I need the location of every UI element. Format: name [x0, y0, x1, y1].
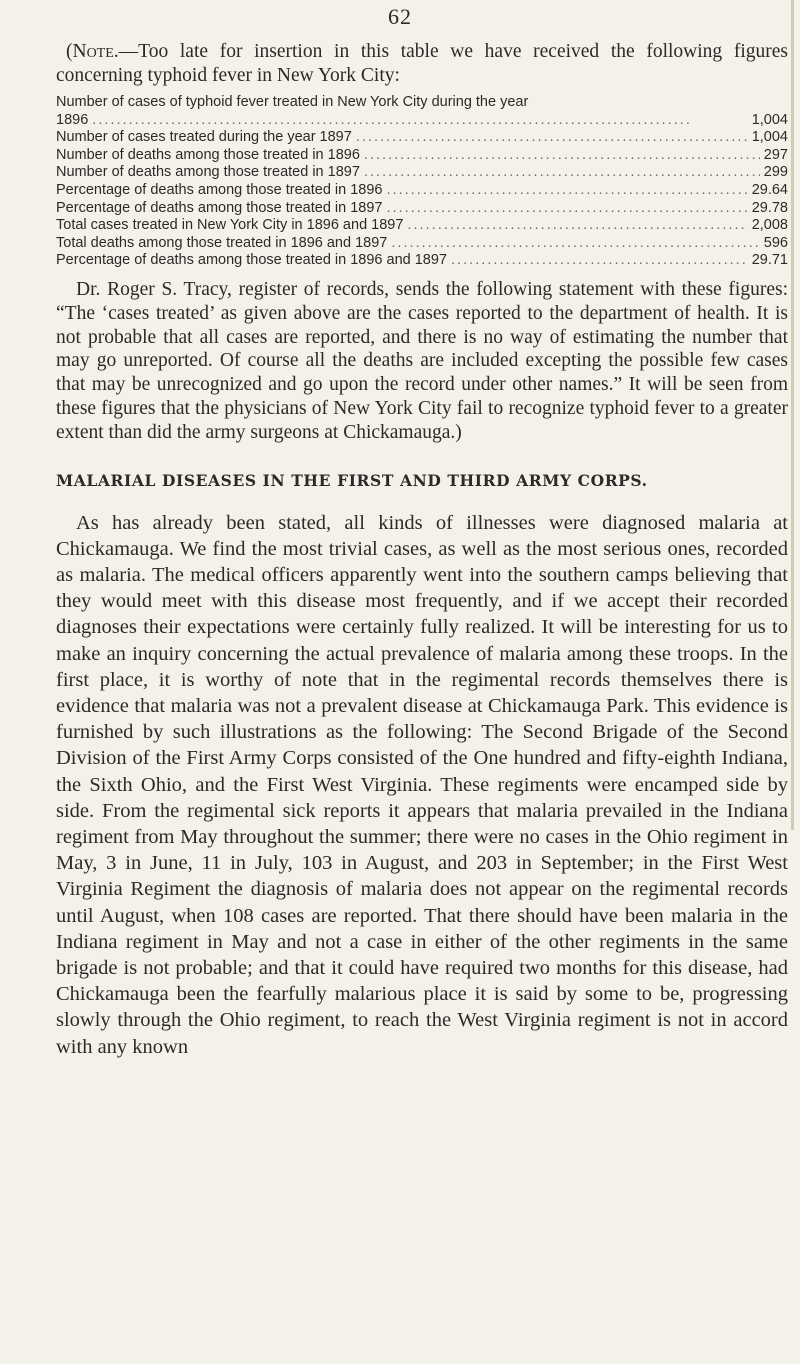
section-heading: MALARIAL DISEASES IN THE FIRST AND THIRD ARMY CORPS.: [56, 470, 648, 490]
stat-row: [56, 252, 788, 270]
stat-label: Number of deaths among those treated in 1896: [56, 146, 360, 163]
stat-row: [56, 94, 788, 112]
stat-value: 29.64: [751, 181, 788, 198]
stat-row: [56, 200, 788, 218]
page-edge-shadow: [791, 0, 794, 830]
page-content: [56, 40, 788, 1060]
dot-leader: [386, 200, 747, 218]
stat-label: Number of deaths among those treated in 1897: [56, 164, 360, 181]
stat-label: Number of cases treated during the year 1897: [56, 129, 352, 146]
note-intro: [56, 40, 788, 88]
stat-label: Percentage of deaths among those treated in 1897: [56, 199, 383, 216]
stat-value: 2,008: [751, 217, 788, 234]
dot-leader: [364, 147, 760, 165]
stat-label: 1896: [56, 111, 89, 128]
stat-label: Percentage of deaths among those treated in 1896: [56, 181, 383, 198]
stat-label: Total cases treated in New York City in 1896 and 1897: [56, 217, 404, 234]
stat-row: [56, 182, 788, 200]
stat-row: [56, 164, 788, 182]
stat-value: 29.78: [751, 199, 788, 216]
dot-leader: [386, 182, 747, 200]
stat-label: Total deaths among those treated in 1896 and 1897: [56, 234, 388, 251]
stat-row: [56, 235, 788, 253]
stat-value: 29.71: [751, 252, 788, 269]
stat-row: [56, 147, 788, 165]
stat-row: [56, 217, 788, 235]
dot-leader: [391, 235, 759, 253]
stat-row: [56, 129, 788, 147]
body-paragraph: As has already been stated, all kinds of illnesses were diagnosed malaria at Chickamauga. We find the most trivial cases, as well as the most serious ones, recorded as malaria. The medical officers apparently went into the southern camps believing that they would meet with this disease most frequently, and if we accept their recorded diagnoses their expectations were certainly fully realized. It will be interesting for us to make an inquiry concerning the actual prevalence of malaria among these troops. In the first place, it is worthy of note that in the regimental records themselves there is evidence that malaria was not a prevalent disease at Chickamauga Park. This evidence is furnished by such illustrations as the following: The Second Brigade of the Second Division of the First Army Corps consisted of the One hundred and fifty-eighth Indiana, the Sixth Ohio, and the First West Virginia. These regiments were encamped side by side. From the regimental sick reports it appears that malaria prevailed in the Indiana regiment from May throughout the summer; there were no cases in the Ohio regiment in May, 3 in June, 11 in July, 103 in August, and 203 in September; in the First West Virginia Regiment the diagnosis of malaria does not appear on the regimental records until August, when 108 cases are reported. That there should have been malaria in the Indiana regiment in May and not a case in either of the other regiments in the same brigade is not probable; and that it could have required two months for this disease, had Chickamauga been the fearfully malarious place it is said by some to be, progressing slowly through the Ohio regiment, to reach the West Virginia regiment is not in accord with any known: [56, 511, 788, 1058]
stat-value: 297: [763, 146, 788, 163]
stat-value: 596: [763, 234, 788, 251]
dot-leader: [407, 217, 747, 235]
stat-value: 299: [763, 164, 788, 181]
dot-leader: [356, 129, 748, 147]
note-intro-text: —Too late for insertion in this table we have received the following figures concerning typhoid fever in New York City:: [56, 41, 788, 86]
note-paragraph: Dr. Roger S. Tracy, register of records, sends the following statement with these figures: “The ‘cases treated’ as given above are the cases reported to the department of health. It is not probable that all cases are reported, and there is no way of estimating the number that may go unreported. Of course all the deaths are included excepting the possible few cases that may be unrecognized and go upon the record under other names.” It will be seen from these figures that the physicians of New York City fail to recognize typhoid fever to a greater extent than did the army surgeons at Chickamauga.): [56, 278, 788, 443]
dot-leader: [92, 112, 747, 130]
typhoid-statistics-list: [56, 94, 788, 270]
stat-value: 1,004: [751, 129, 788, 146]
stat-value: 1,004: [751, 111, 788, 128]
stat-row: [56, 112, 788, 130]
dot-leader: [451, 252, 748, 270]
stat-label: Percentage of deaths among those treated in 1896 and 1897: [56, 252, 447, 269]
note-label: (Note.: [66, 41, 119, 62]
dot-leader: [364, 164, 760, 182]
page-number: 62: [388, 4, 412, 29]
stat-label: Number of cases of typhoid fever treated in New York City during the year: [56, 94, 529, 110]
